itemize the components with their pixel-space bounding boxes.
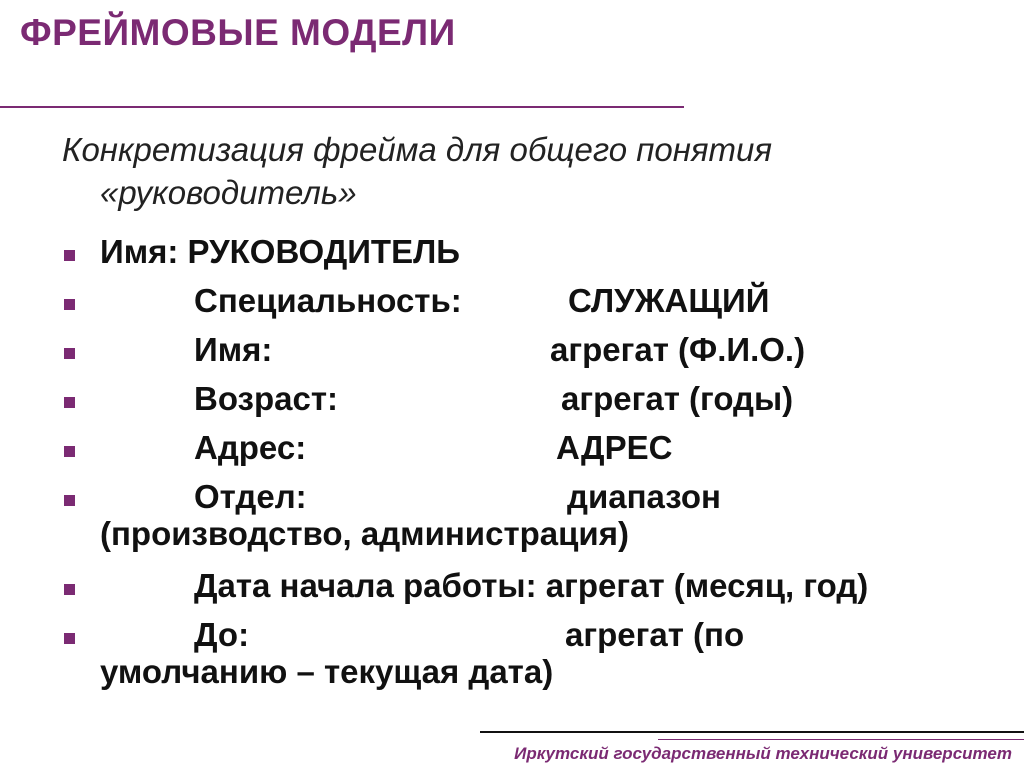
item-value: АДРЕС (556, 429, 673, 466)
bullet-icon (64, 446, 75, 457)
footer-university: Иркутский государственный технический университет (514, 744, 1012, 763)
bullet-icon (64, 495, 75, 506)
bullet-icon (64, 250, 75, 261)
item-label: Специальность: (194, 282, 462, 319)
frame-slot-list (0, 214, 1024, 694)
item-value: агрегат (по (565, 616, 745, 653)
item-continuation: умолчанию – текущая дата) (100, 653, 554, 690)
intro-text (62, 128, 922, 214)
bullet-icon (64, 397, 75, 408)
intro-line-2: «руководитель» (100, 174, 357, 211)
intro-line-1: Конкретизация фрейма для общего понятия (62, 131, 773, 168)
footer-divider-primary (480, 731, 1024, 733)
item-label: Отдел: (194, 478, 307, 515)
slide-title: ФРЕЙМОВЫЕ МОДЕЛИ (20, 12, 456, 53)
item-label: До: (194, 616, 250, 653)
bullet-icon (64, 633, 75, 644)
item-label: Имя: РУКОВОДИТЕЛЬ (100, 233, 460, 270)
item-value: агрегат (Ф.И.О.) (550, 331, 806, 368)
footer-divider-secondary (658, 739, 1024, 740)
item-value: СЛУЖАЩИЙ (568, 282, 770, 319)
item-label: Имя: (194, 331, 273, 368)
item-label: Адрес: (194, 429, 307, 466)
bullet-icon (64, 584, 75, 595)
bullet-icon (64, 348, 75, 359)
bullet-icon (64, 299, 75, 310)
item-label: Дата начала работы: агрегат (месяц, год) (194, 567, 869, 604)
item-value: агрегат (годы) (561, 380, 794, 417)
title-divider (0, 106, 684, 108)
item-label: Возраст: (194, 380, 338, 417)
item-continuation: (производство, администрация) (100, 515, 629, 552)
item-value: диапазон (567, 478, 721, 515)
